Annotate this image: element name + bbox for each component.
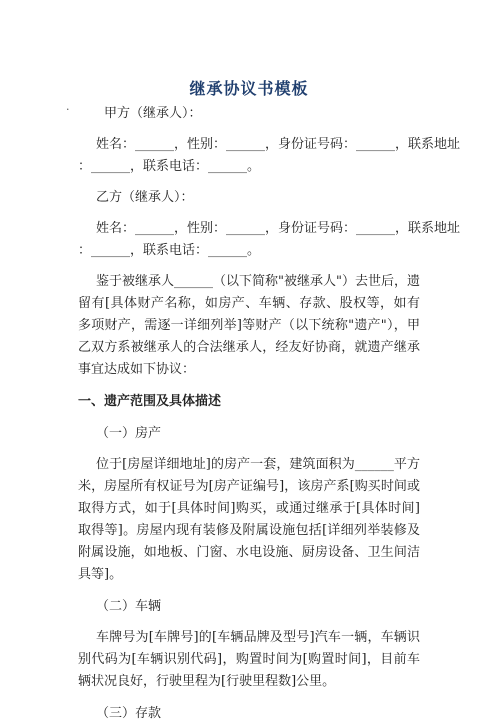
party-a-line1: 姓名：______，性别：______，身份证号码：______，联系地址	[96, 137, 461, 152]
party-b-header: 乙方（继承人）：	[96, 190, 194, 205]
sub2-heading: （二）车辆	[96, 599, 162, 614]
section1-heading: 一、遗产范围及具体描述	[78, 394, 222, 409]
intro-paragraph: 鉴于被继承人______（以下简称"被继承人"）去世后，遗留有[具体财产名称，如房产、车辆、存款、股权等，如有多项财产，需逐一详细列举]等财产（以下统称"遗产"），甲乙双方系被继承人的合法继承人，经友好协商，就遗产继承事宜达成如下协议：	[78, 274, 420, 377]
sub1-heading: （一）房产	[96, 426, 162, 441]
bullet-mark: ·	[66, 103, 70, 116]
party-a-line2: ：______，联系电话：______。	[78, 159, 261, 174]
party-b-line1: 姓名：______，性别：______，身份证号码：______，联系地址	[96, 221, 461, 236]
party-b-line2: ：______，联系电话：______。	[78, 243, 261, 258]
party-a-header: 甲方（继承人）：	[104, 106, 202, 121]
sub1-paragraph: 位于[房屋详细地址]的房产一套，建筑面积为______平方米，房屋所有权证号为[房产证编号]，该房产系[购买时间或取得方式，如于[具体时间]购买，或通过继承于[具体时间]取得等]。房屋内现有装修及附属设施包括[详细列举装修及附属设施，如地板、门窗、水电设施、厨房设备、卫生间洁具等]。	[78, 457, 420, 582]
sub2-paragraph: 车牌号为[车牌号]的[车辆品牌及型号]汽车一辆，车辆识别代码为[车辆识别代码]，购置时间为[购置时间]，目前车辆状况良好，行驶里程为[行驶里程数]公里。	[78, 630, 420, 689]
document-title: 继承协议书模板	[189, 79, 309, 98]
sub3-heading: （三）存款	[96, 706, 162, 721]
